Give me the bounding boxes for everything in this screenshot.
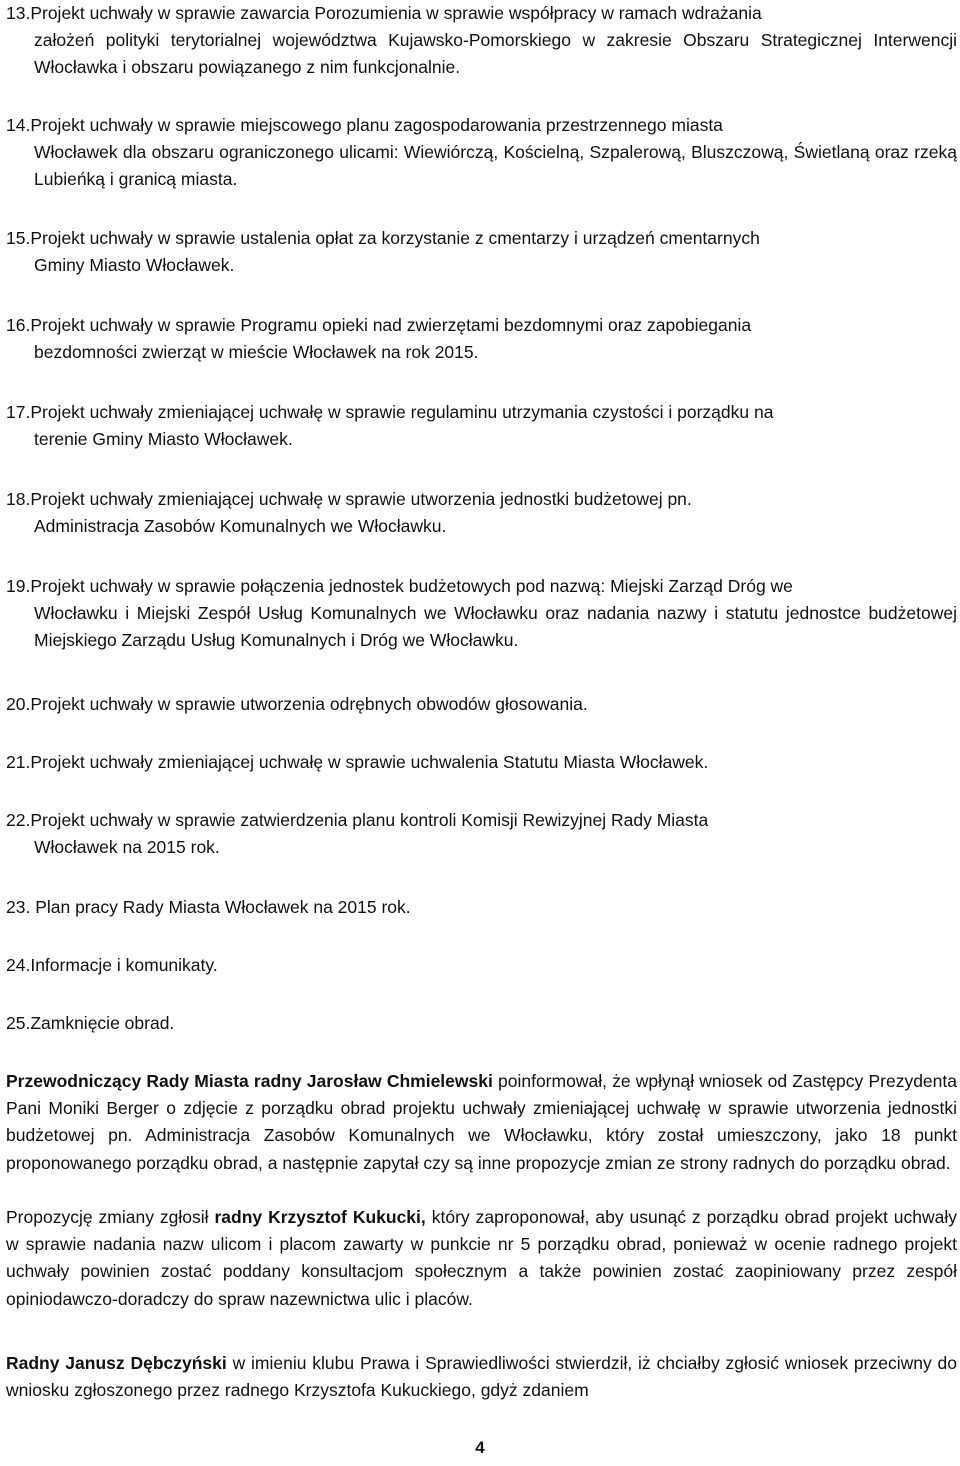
item-text-continuation: założeń polityki terytorialnej województwa Kujawsko-Pomorskiego w zakresie Obszaru Strategicznej Interwencji Włocławka i obszaru powiązanego z nim funkcjonalnie.: [34, 30, 957, 77]
item-text-continuation: Włocławku i Miejski Zespół Usług Komunalnych we Włocławku oraz nadania nazwy i statutu jednostce budżetowej Miejskiego Zarządu Usług Komunalnych i Dróg we Włocławku.: [34, 603, 957, 650]
item-number: 20.: [6, 694, 31, 714]
item-text-continuation: Włocławek dla obszaru ograniczonego ulicami: Wiewiórczą, Kościelną, Szpalerową, Bluszczową, Świetlaną oraz rzeką Lubieńką i granicą miasta.: [34, 142, 957, 189]
minutes-paragraph-chairman: [6, 1068, 957, 1177]
agenda-item-25: [6, 1010, 957, 1037]
paragraph-text: który zaproponował, aby usunąć z porządku obrad projekt uchwały w sprawie nadania nazw ulicom i placom zawarty w punkcie nr 5 porządku obrad, ponieważ w ocenie radnego projekt uchwały powinien zostać poddany konsultacjom społecznym a także powinien zostać zaopiniowany przez zespół opiniodawczo-doradczy do spraw nazewnictwa ulic i placów.: [6, 1207, 958, 1309]
agenda-item-17: [6, 399, 957, 453]
agenda-item-20: [6, 691, 957, 718]
paragraph-text: w imieniu klubu Prawa i Sprawiedliwości stwierdził, iż chciałby zgłosić wniosek przeciwny do wniosku zgłoszonego przez radnego Krzysztofa Kukuckiego, gdyż zdaniem: [6, 1353, 958, 1401]
item-number: 25.: [6, 1013, 31, 1033]
item-number: 19.: [6, 576, 31, 596]
speaker-name: radny Krzysztof Kukucki,: [214, 1207, 426, 1227]
minutes-paragraph-debczynski: [6, 1350, 957, 1404]
agenda-item-16: [6, 312, 957, 366]
agenda-item-18: [6, 486, 957, 540]
item-text-first-line: Projekt uchwały zmieniającej uchwałę w sprawie regulaminu utrzymania czystości i porządku na: [30, 402, 774, 422]
agenda-item-24: [6, 952, 957, 979]
item-text-first-line: Projekt uchwały w sprawie połączenia jednostek budżetowych pod nazwą: Miejski Zarząd Dróg we: [30, 576, 793, 596]
item-text-first-line: Zamknięcie obrad.: [30, 1013, 175, 1033]
item-text-continuation: bezdomności zwierząt w mieście Włocławek na rok 2015.: [34, 342, 479, 362]
agenda-item-15: [6, 225, 957, 279]
speaker-name: Przewodniczący Rady Miasta radny Jarosław Chmielewski: [6, 1071, 493, 1091]
item-text-first-line: Informacje i komunikaty.: [30, 955, 218, 975]
item-text-first-line: Projekt uchwały w sprawie ustalenia opłat za korzystanie z cmentarzy i urządzeń cmentarnych: [30, 228, 760, 248]
agenda-item-22: [6, 807, 957, 861]
item-text-first-line: Projekt uchwały zmieniającej uchwałę w sprawie utworzenia jednostki budżetowej pn.: [30, 489, 692, 509]
item-text-continuation: Administracja Zasobów Komunalnych we Włocławku.: [34, 516, 447, 536]
agenda-item-19: [6, 573, 957, 654]
agenda-item-14: [6, 112, 957, 193]
item-text-first-line: Projekt uchwały w sprawie miejscowego planu zagospodarowania przestrzennego miasta: [30, 115, 723, 135]
item-number: 14.: [6, 115, 31, 135]
item-number: 24.: [6, 955, 31, 975]
item-number: 21.: [6, 752, 31, 772]
item-number: 23.: [6, 897, 31, 917]
paragraph-text: Propozycję zmiany zgłosił: [6, 1207, 215, 1227]
item-text-first-line: Projekt uchwały zmieniającej uchwałę w sprawie uchwalenia Statutu Miasta Włocławek.: [30, 752, 709, 772]
agenda-item-23: [6, 894, 957, 921]
item-number: 17.: [6, 402, 31, 422]
item-text-first-line: Projekt uchwały w sprawie zatwierdzenia planu kontroli Komisji Rewizyjnej Rady Miasta: [30, 810, 709, 830]
item-text-first-line: Projekt uchwały w sprawie Programu opieki nad zwierzętami bezdomnymi oraz zapobiegania: [30, 315, 752, 335]
speaker-name: Radny Janusz Dębczyński: [6, 1353, 227, 1373]
item-text-continuation: Włocławek na 2015 rok.: [34, 837, 220, 857]
item-number: 22.: [6, 810, 31, 830]
page-number: 4: [475, 1438, 485, 1457]
item-number: 16.: [6, 315, 31, 335]
item-text-first-line: Plan pracy Rady Miasta Włocławek na 2015 rok.: [30, 897, 411, 917]
agenda-item-21: [6, 749, 957, 776]
item-number: 13.: [6, 3, 31, 23]
paragraph-text: poinformował, że wpłynął wniosek od Zastępcy Prezydenta Pani Moniki Berger o zdjęcie z porządku obrad projektu uchwały zmieniającej uchwałę w sprawie utworzenia jednostki budżetowej pn. Administracja Zasobów Komunalnych we Włocławku, który został umieszczony, jako 18 punkt proponowanego porządku obrad, a następnie zapytał czy są inne propozycje zmian ze strony radnych do porządku obrad.: [6, 1071, 957, 1173]
item-number: 18.: [6, 489, 31, 509]
item-text-continuation: Gminy Miasto Włocławek.: [34, 255, 235, 275]
item-text-continuation: terenie Gminy Miasto Włocławek.: [34, 429, 293, 449]
minutes-paragraph-kukucki: [6, 1204, 957, 1313]
item-text-first-line: Projekt uchwały w sprawie zawarcia Porozumienia w sprawie współpracy w ramach wdrażania: [30, 3, 762, 23]
item-number: 15.: [6, 228, 31, 248]
agenda-item-13: [6, 0, 957, 81]
item-text-first-line: Projekt uchwały w sprawie utworzenia odrębnych obwodów głosowania.: [30, 694, 588, 714]
